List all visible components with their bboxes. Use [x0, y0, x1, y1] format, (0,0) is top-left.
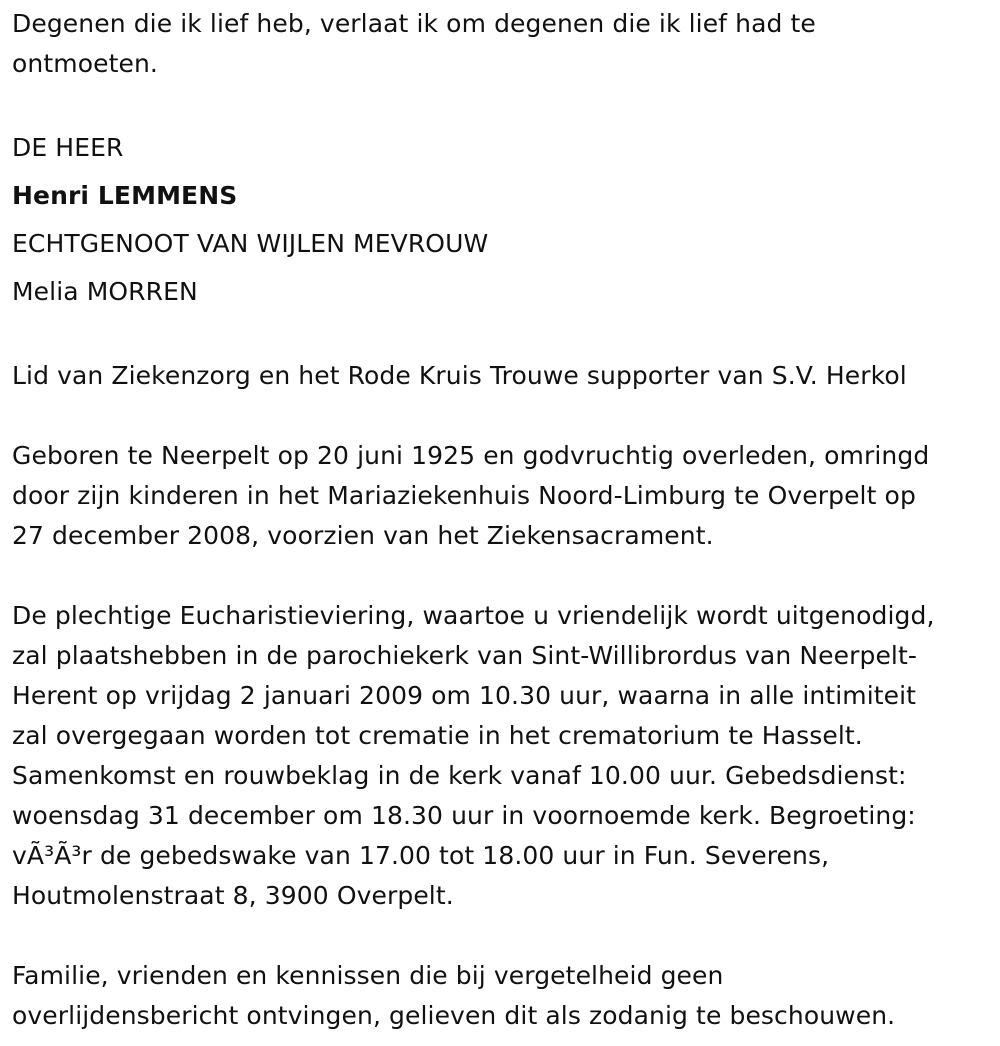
paragraph-line: Geboren te Neerpelt op 20 juni 1925 en godvruchtig overleden, omringd — [12, 441, 930, 470]
paragraph-line: Houtmolenstraat 8, 3900 Overpelt. — [12, 881, 454, 910]
membership-paragraph — [12, 356, 988, 396]
deceased-name: Henri LEMMENS — [12, 181, 238, 210]
paragraph-line: zal overgegaan worden tot crematie in het crematorium te Hasselt. — [12, 721, 863, 750]
paragraph-line: door zijn kinderen in het Mariaziekenhuis Noord-Limburg te Overpelt op — [12, 481, 916, 510]
spacer — [12, 556, 988, 596]
paragraph-line: Familie, vrienden en kennissen die bij vergetelheid geen — [12, 961, 724, 990]
closing-paragraph — [12, 956, 988, 1036]
intro-line: Degenen die ik lief heb, verlaat ik om degenen die ik lief had te — [12, 9, 816, 38]
birth-death-paragraph — [12, 436, 988, 556]
paragraph-line: vÃ³Ã³r de gebedswake van 17.00 tot 18.00 uur in Fun. Severens, — [12, 841, 830, 870]
ceremony-paragraph — [12, 596, 988, 916]
paragraph-line: zal plaatshebben in de parochiekerk van Sint-Willibrordus van Neerpelt- — [12, 641, 917, 670]
spouse-name: Melia MORREN — [12, 277, 198, 306]
paragraph-line: Herent op vrijdag 2 januari 2009 om 10.30 uur, waarna in alle intimiteit — [12, 681, 917, 710]
deceased-header — [12, 124, 988, 316]
paragraph-line: De plechtige Eucharistieviering, waartoe u vriendelijk wordt uitgenodigd, — [12, 601, 935, 630]
intro-line: ontmoeten. — [12, 49, 158, 78]
paragraph-line: overlijdensbericht ontvingen, gelieven dit als zodanig te beschouwen. — [12, 1001, 896, 1030]
spacer — [12, 316, 988, 356]
membership-line: Lid van Ziekenzorg en het Rode Kruis Trouwe supporter van S.V. Herkol — [12, 361, 907, 390]
paragraph-line: Samenkomst en rouwbeklag in de kerk vanaf 10.00 uur. Gebedsdienst: — [12, 761, 907, 790]
title-prefix: DE HEER — [12, 133, 124, 162]
intro-quote — [12, 4, 988, 84]
paragraph-line: woensdag 31 december om 18.30 uur in voornoemde kerk. Begroeting: — [12, 801, 916, 830]
paragraph-line: 27 december 2008, voorzien van het Ziekensacrament. — [12, 521, 714, 550]
spacer — [12, 396, 988, 436]
spouse-label: ECHTGENOOT VAN WIJLEN MEVROUW — [12, 229, 489, 258]
spacer — [12, 916, 988, 956]
spacer — [12, 84, 988, 124]
